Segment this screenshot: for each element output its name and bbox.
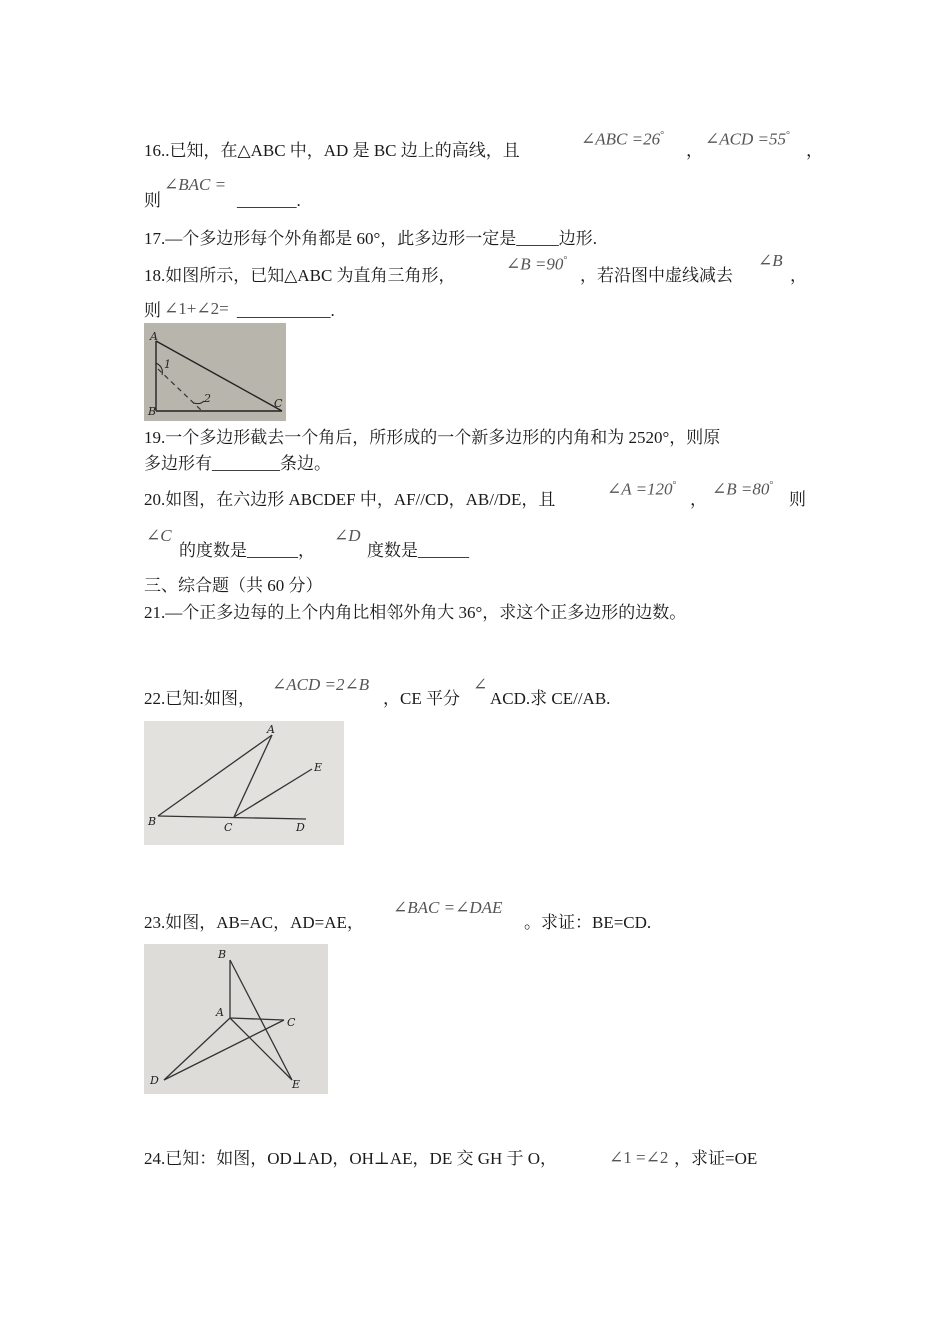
q18-prefix: 18.如图所示，已知△ABC 为直角三角形，	[144, 266, 456, 285]
q18-fig-label-c: C	[274, 397, 283, 410]
q16-prefix: 16..已知，在△ABC 中，AD 是 BC 边上的高线，且	[144, 141, 520, 160]
q23-tail: 。求证：BE=CD.	[524, 913, 652, 932]
q20-math-b80: ∠B =80°	[712, 479, 774, 499]
q17-text: 17.—个多边形每个外角都是 60°，此多边形一定是_____边形.	[144, 229, 598, 248]
q20-mid: 的度数是______，	[179, 541, 315, 560]
q16-line2-lead: 则	[144, 191, 161, 210]
q23-prefix: 23.如图，AB=AC，AD=AE，	[144, 913, 364, 932]
q18-math-angles: ∠1+∠2=	[164, 299, 229, 318]
q18-fig-label-2: 2	[204, 392, 211, 405]
q18-mid: ，若沿图中虚线减去	[580, 266, 733, 285]
q20-end: 度数是______	[367, 541, 469, 560]
q22-figure	[144, 721, 344, 845]
q23-math-bac: ∠BAC =∠DAE	[393, 898, 503, 917]
q20-tail: 则	[789, 490, 806, 509]
q22-fig-label-c: C	[224, 821, 233, 834]
q18-fig-label-a: A	[150, 330, 158, 343]
q24-math-angles: ∠1 =∠2	[609, 1148, 669, 1167]
q20-prefix: 20.如图，在六边形 ABCDEF 中，AF//CD，AB//DE，且	[144, 490, 556, 509]
q18-blank: ___________.	[237, 301, 335, 320]
q23-fig-label-a: A	[216, 1006, 224, 1019]
q22-prefix: 22.已知:如图，	[144, 689, 255, 708]
q22-math-angle: ∠	[473, 675, 488, 694]
q23-fig-label-d: D	[150, 1074, 159, 1087]
section3-title: 三、综合题（共 60 分）	[144, 576, 323, 595]
q18-fig-label-b: B	[148, 405, 157, 418]
q20-sep: ，	[690, 490, 707, 509]
q19-line2: 多边形有________条边。	[144, 454, 331, 473]
q20-math-d: ∠D	[334, 526, 361, 545]
q16-line1	[144, 140, 520, 162]
q16-tail: ，	[806, 141, 823, 160]
q18-tail: ，	[790, 266, 807, 285]
q20-math-a120: ∠A =120°	[607, 479, 677, 499]
q16-blank: _______.	[237, 191, 301, 210]
q22-fig-label-d: D	[296, 821, 305, 834]
q21-text: 21.—个正多边每的上个内角比相邻外角大 36°，求这个正多边形的边数。	[144, 603, 687, 622]
q22-fig-label-a: A	[267, 723, 275, 736]
q22-fig-label-e: E	[314, 761, 323, 774]
q24-prefix: 24.已知：如图，OD⊥AD，OH⊥AE，DE 交 GH 于 O，	[144, 1149, 558, 1168]
q23-figure	[144, 944, 328, 1094]
q22-fig-label-b: B	[148, 815, 157, 828]
q22-mid: ，CE 平分	[383, 689, 460, 708]
q23-fig-label-c: C	[287, 1016, 296, 1029]
q22-math-acd: ∠ACD =2∠B	[272, 675, 370, 694]
q22-tail: ACD.求 CE//AB.	[490, 689, 611, 708]
q16-math-acd: ∠ACD =55°	[705, 129, 790, 149]
q23-fig-label-e: E	[292, 1078, 301, 1091]
q18-math-b90: ∠B =90°	[506, 254, 568, 274]
q18-line2-lead: 则	[144, 301, 161, 320]
q18-fig-label-1: 1	[164, 358, 171, 371]
q18-math-b: ∠B	[758, 251, 783, 270]
q18-figure	[144, 323, 286, 421]
q20-math-c: ∠C	[146, 526, 172, 545]
q19-line1: 19.一个多边形截去一个角后，所形成的一个新多边形的内角和为 2520°，则原	[144, 428, 721, 447]
q16-math-bac: ∠BAC =	[164, 175, 227, 194]
q23-fig-label-b: B	[218, 948, 227, 961]
q16-math-abc: ∠ABC =26°	[581, 129, 665, 149]
q24-tail: ，求证=OE	[674, 1149, 758, 1168]
q16-sep: ，	[686, 141, 703, 160]
